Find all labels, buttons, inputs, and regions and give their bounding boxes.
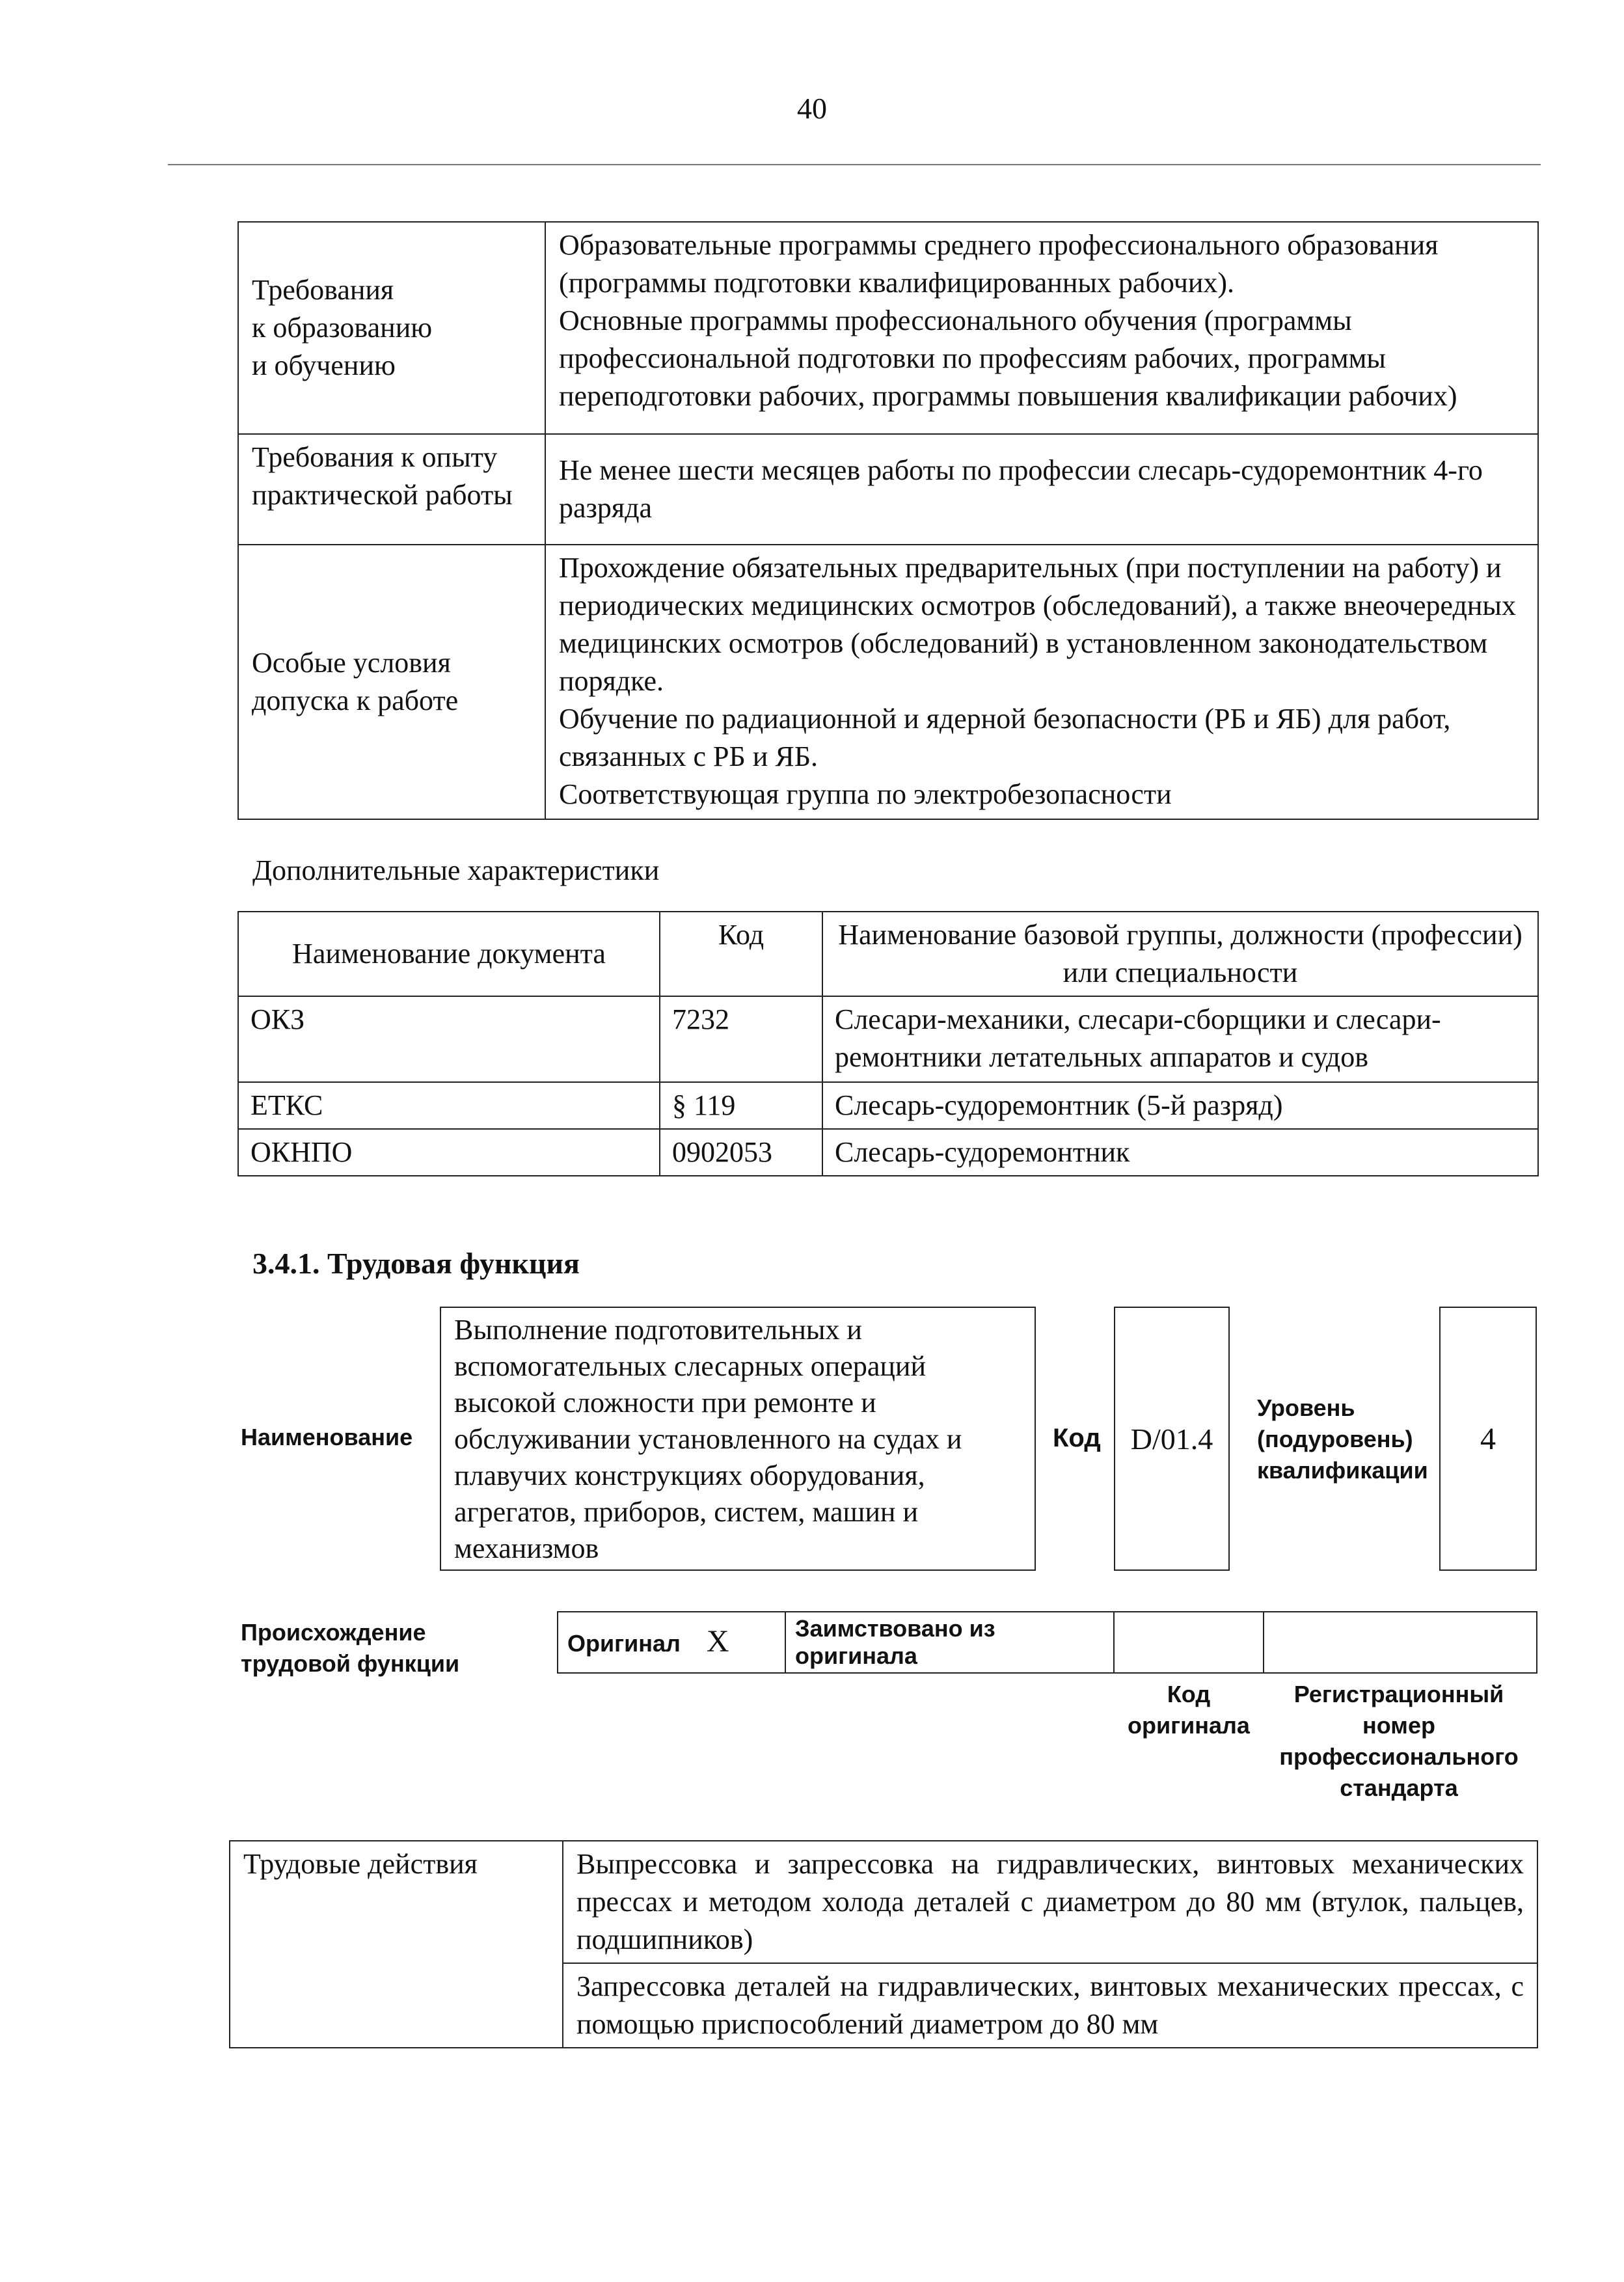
table-cell: ЕТКС [238,1082,660,1129]
table-row [230,1841,1537,1963]
section-heading: 3.4.1. Трудовая функция [252,1247,580,1280]
requirement-label: Требования к образованию и обучению [238,222,545,434]
table-cell: Слесарь-судоремонтник (5-й разряд) [822,1082,1538,1129]
table-cell: 0902053 [660,1129,822,1176]
borrowed-label: Заимствовано из оригинала [785,1612,1114,1673]
table-row [238,996,1538,1082]
table-cell: 7232 [660,996,822,1082]
origin-table [557,1611,1537,1674]
column-header: Код [660,912,822,996]
column-header: Наименование базовой группы, должности (профессии) или специальности [822,912,1538,996]
table-cell: ОКНПО [238,1129,660,1176]
requirements-table [237,221,1539,820]
table-row [238,222,1538,434]
function-name: Выполнение подготовительных и вспомогательных слесарных операций высокой сложности при ремонте и обслуживании установленного на судах и плавучих конструкциях оборудования, агрегатов, приборов, систем, машин и механизмов [440,1307,1036,1571]
original-code-caption: Код оригинала [1128,1681,1250,1739]
additional-characteristics-table [237,911,1539,1176]
reg-number-caption: Регистрационный номер профессионального стандарта [1279,1681,1519,1801]
reg-number-cell [1264,1612,1537,1673]
additional-characteristics-title: Дополнительные характеристики [252,854,660,886]
action-item: Запрессовка деталей на гидравлических, винтовых механических прессах, с помощью приспособлений диаметром до 80 мм [563,1963,1537,2048]
requirement-value: Не менее шести месяцев работы по профессии слесарь-судоремонтник 4-го разряда [545,434,1538,545]
actions-label: Трудовые действия [230,1841,563,2048]
table-row [238,1129,1538,1176]
qualification-level-label: Уровень (подуровень) квалификации [1257,1394,1428,1484]
requirement-value: Прохождение обязательных предварительных (при поступлении на работу) и периодических медицинских осмотров (обследований), а также внеочередных медицинских осмотров (обследований) в установленном законодательством порядке. Обучение по радиационной и ядерной безопасности (РБ и ЯБ) для работ, связанных с РБ и ЯБ. Соответствующая группа по электробезопасности [545,545,1538,819]
qualification-level [1439,1307,1537,1571]
table-row [238,545,1538,819]
labour-actions-table [229,1840,1538,2048]
action-item: Выпрессовка и запрессовка на гидравлических, винтовых механических прессах и методом холода деталей с диаметром до 80 мм (втулок, пальцев, подшипников) [563,1841,1537,1963]
origin-label: Происхождение трудовой функции [241,1619,460,1677]
table-cell: Слесарь-судоремонтник [822,1129,1538,1176]
original-cell [558,1612,785,1673]
column-header: Наименование документа [238,912,660,996]
original-label: Оригинал [567,1629,681,1657]
table-row [558,1612,1537,1673]
table-cell: § 119 [660,1082,822,1129]
table-cell: Слесари-механики, слесари-сборщики и слесари-ремонтники летательных аппаратов и судов [822,996,1538,1082]
page-number: 40 [797,92,827,125]
function-code-value: D/01.4 [1130,1422,1213,1456]
original-code-cell [1114,1612,1264,1673]
requirement-label: Особые условия допуска к работе [238,545,545,819]
table-row [238,434,1538,545]
header-rule [168,164,1541,165]
code-label: Код [1053,1424,1101,1452]
requirement-value: Образовательные программы среднего профессионального образования (программы подготовки квалифицированных рабочих). Основные программы профессионального обучения (программы профессиональной подготовки по профессиям рабочих, программы переподготовки рабочих, программы повышения квалификации рабочих) [545,222,1538,434]
qualification-level-value: 4 [1480,1421,1496,1456]
original-mark: X [706,1623,729,1659]
function-code [1114,1307,1230,1571]
name-label: Наименование [241,1424,413,1450]
table-header-row [238,912,1538,996]
table-row [238,1082,1538,1129]
table-cell: ОКЗ [238,996,660,1082]
requirement-label: Требования к опыту практической работы [238,434,545,545]
